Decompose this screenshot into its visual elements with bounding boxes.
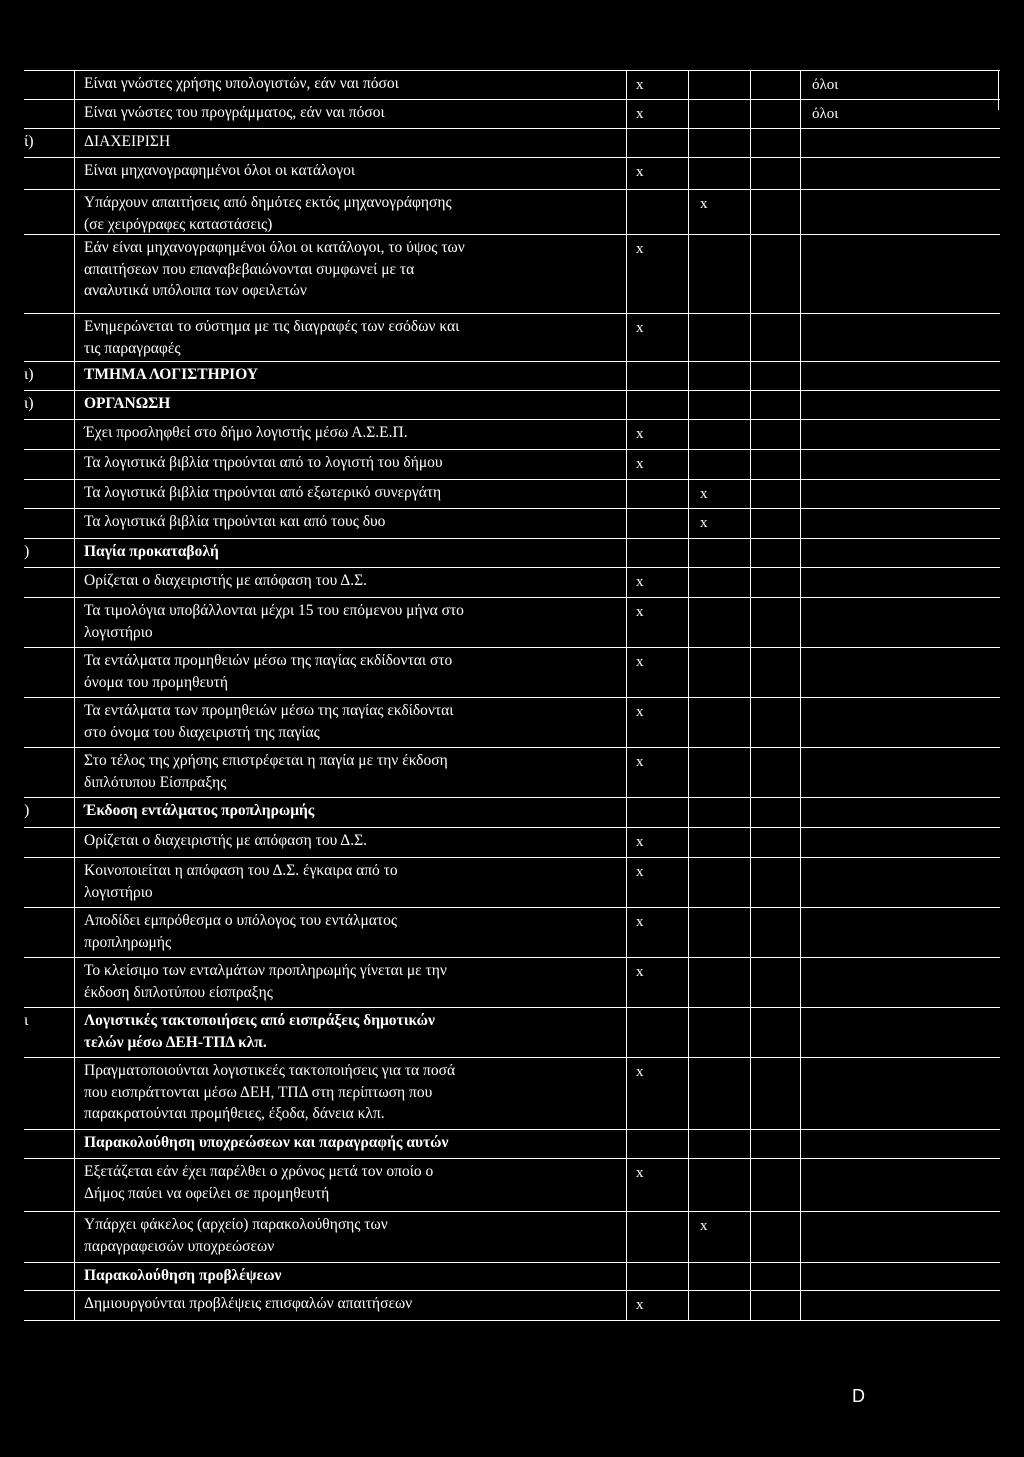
check-mark: x bbox=[636, 574, 644, 590]
row-description: Αποδίδει εμπρόθεσμα ο υπόλογος του εντάλματος προπληρωμής bbox=[84, 912, 398, 951]
check-mark: x bbox=[700, 196, 708, 212]
table-row bbox=[0, 390, 1000, 419]
row-description: Τα εντάλματα των προμηθειών μέσω της παγίας εκδίδονται στο όνομα του διαχειριστή της παγίας bbox=[84, 702, 454, 741]
row-number: ι) bbox=[24, 366, 34, 383]
table-row bbox=[0, 647, 1000, 697]
table-row bbox=[0, 697, 1000, 747]
row-description: Υπάρχουν απαιτήσεις από δημότες εκτός μηχανογράφησης (σε χειρόγραφες καταστάσεις) bbox=[84, 194, 452, 233]
table-row bbox=[0, 1158, 1000, 1211]
table-row bbox=[0, 234, 1000, 313]
table-row bbox=[0, 508, 1000, 538]
table-row bbox=[0, 957, 1000, 1007]
check-mark: x bbox=[636, 754, 644, 770]
check-mark: x bbox=[636, 164, 644, 180]
table-row bbox=[0, 567, 1000, 597]
check-mark: x bbox=[700, 515, 708, 531]
row-description: Ορίζεται ο διαχειριστής με απόφαση του Δ.Σ. bbox=[84, 572, 368, 589]
row-description: Στο τέλος της χρήσης επιστρέφεται η παγία με την έκδοση διπλότυπου Είσπραξης bbox=[84, 752, 448, 791]
check-mark: x bbox=[636, 320, 644, 336]
check-mark: x bbox=[636, 106, 644, 122]
table-row bbox=[0, 1007, 1000, 1057]
check-mark: x bbox=[636, 864, 644, 880]
table-row bbox=[0, 597, 1000, 647]
check-mark: x bbox=[636, 604, 644, 620]
row-description: ΤΜΗΜΑ ΛΟΓΙΣΤΗΡΙΟΥ bbox=[84, 366, 259, 383]
row-number: ) bbox=[24, 802, 30, 819]
check-mark: x bbox=[700, 486, 708, 502]
row-description: Έκδοση εντάλματος προπληρωμής bbox=[84, 802, 315, 819]
table-row bbox=[0, 1290, 1000, 1320]
check-mark: x bbox=[636, 456, 644, 472]
check-mark: x bbox=[636, 654, 644, 670]
row-description: Είναι μηχανογραφημένοι όλοι οι κατάλογοι bbox=[84, 162, 356, 179]
table-row bbox=[0, 449, 1000, 479]
row-number: ι) bbox=[24, 395, 34, 412]
row-description: Δημιουργούνται προβλέψεις επισφαλών απαιτήσεων bbox=[84, 1295, 413, 1312]
table-row bbox=[0, 99, 1000, 128]
table-row bbox=[0, 907, 1000, 957]
table-row bbox=[0, 157, 1000, 189]
row-number: ί) bbox=[24, 133, 34, 150]
table-row bbox=[0, 1211, 1000, 1262]
row-description: Κοινοποιείται η απόφαση του Δ.Σ. έγκαιρα από το λογιστήριο bbox=[84, 862, 398, 901]
row-description: ΟΡΓΑΝΩΣΗ bbox=[84, 395, 171, 412]
table-row bbox=[0, 538, 1000, 567]
table-row bbox=[0, 1057, 1000, 1129]
table-row bbox=[0, 70, 1000, 99]
row-description: Παρακολούθηση προβλέψεων bbox=[84, 1267, 282, 1284]
table-row bbox=[0, 747, 1000, 797]
check-mark: x bbox=[636, 914, 644, 930]
row-description: Είναι γνώστες του προγράμματος, εάν ναι πόσοι bbox=[84, 104, 385, 121]
row-description: Είναι γνώστες χρήσης υπολογιστών, εάν ναι πόσοι bbox=[84, 75, 399, 92]
row-description: Ενημερώνεται το σύστημα με τις διαγραφές των εσόδων και τις παραγραφές bbox=[84, 318, 460, 357]
table-row bbox=[0, 1129, 1000, 1158]
page-footer-letter: D bbox=[852, 1386, 865, 1406]
check-mark: x bbox=[636, 1297, 644, 1313]
check-mark: x bbox=[636, 704, 644, 720]
row-description: Τα λογιστικά βιβλία τηρούνται από το λογιστή του δήμου bbox=[84, 454, 443, 471]
check-mark: x bbox=[636, 964, 644, 980]
row-description: Πραγματοποιούνται λογιστικεές τακτοποιήσεις για τα ποσά που εισπράττονται μέσω ΔΕΗ, ΤΠΔ στη περίπτωση που παρακρατούνται προμήθειες, έξοδα, δάνεια κλπ. bbox=[84, 1062, 456, 1122]
count-cell: όλοι bbox=[812, 77, 839, 93]
row-divider bbox=[24, 1320, 1000, 1321]
check-mark: x bbox=[636, 426, 644, 442]
table-row bbox=[0, 479, 1000, 508]
row-description: Τα εντάλματα προμηθειών μέσω της παγίας εκδίδονται στο όνομα του προμηθευτή bbox=[84, 652, 453, 691]
table-row bbox=[0, 857, 1000, 907]
table-top-border bbox=[24, 70, 1000, 71]
row-description: Παρακολούθηση υποχρεώσεων και παραγραφής αυτών bbox=[84, 1134, 449, 1151]
table-row bbox=[0, 1262, 1000, 1290]
check-mark: x bbox=[636, 834, 644, 850]
check-mark: x bbox=[700, 1218, 708, 1234]
table-row bbox=[0, 361, 1000, 390]
check-mark: x bbox=[636, 1165, 644, 1181]
count-cell: όλοι bbox=[812, 106, 839, 122]
table-row bbox=[0, 313, 1000, 361]
row-description: Τα λογιστικά βιβλία τηρούνται από εξωτερικό συνεργάτη bbox=[84, 484, 442, 501]
row-description: Τα λογιστικά βιβλία τηρούνται και από τους δυο bbox=[84, 513, 386, 530]
row-number: ι bbox=[24, 1012, 29, 1029]
table-row bbox=[0, 128, 1000, 157]
row-number: ) bbox=[24, 543, 30, 560]
row-description: Εάν είναι μηχανογραφημένοι όλοι οι κατάλογοι, το ύψος των απαιτήσεων που επαναβεβαιώνονται συμφωνεί με τα αναλυτικά υπόλοιπα των οφειλετών bbox=[84, 239, 465, 299]
row-description: Έχει προσληφθεί στο δήμο λογιστής μέσω Α.Σ.Ε.Π. bbox=[84, 424, 408, 441]
table-row bbox=[0, 827, 1000, 857]
check-mark: x bbox=[636, 77, 644, 93]
row-description: Εξετάζεται εάν έχει παρέλθει ο χρόνος μετά τον οποίο ο Δήμος παύει να οφείλει σε προμηθευτή bbox=[84, 1163, 434, 1202]
row-description: Παγία προκαταβολή bbox=[84, 543, 219, 560]
row-description: Τα τιμολόγια υποβάλλονται μέχρι 15 του επόμενου μήνα στο λογιστήριο bbox=[84, 602, 464, 641]
row-description: Ορίζεται ο διαχειριστής με απόφαση του Δ.Σ. bbox=[84, 832, 368, 849]
row-description: Υπάρχει φάκελος (αρχείο) παρακολούθησης των παραγραφεισών υποχρεώσεων bbox=[84, 1216, 388, 1255]
check-mark: x bbox=[636, 241, 644, 257]
table-row bbox=[0, 797, 1000, 827]
table-row bbox=[0, 189, 1000, 234]
row-description: Λογιστικές τακτοποιήσεις από εισπράξεις δημοτικών τελών μέσω ΔΕΗ-ΤΠΔ κλπ. bbox=[84, 1012, 435, 1051]
row-description: ΔΙΑΧΕΙΡΙΣΗ bbox=[84, 133, 171, 150]
check-mark: x bbox=[636, 1064, 644, 1080]
table-row bbox=[0, 419, 1000, 449]
row-description: Το κλείσιμο των ενταλμάτων προπληρωμής γίνεται με την έκδοση διπλοτύπου είσπραξης bbox=[84, 962, 447, 1001]
